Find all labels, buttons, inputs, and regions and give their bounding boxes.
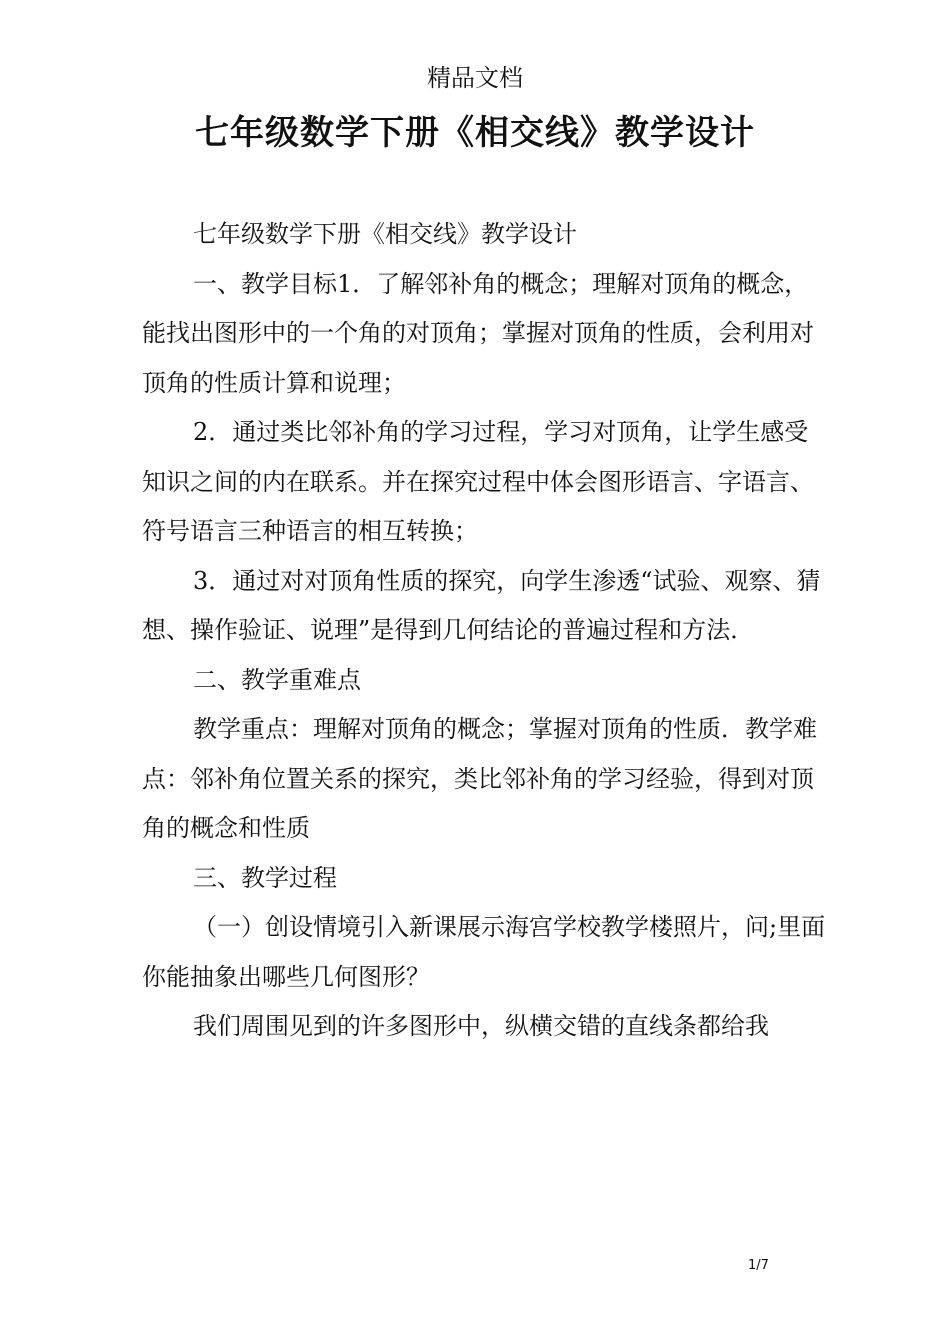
paragraph-section-process: 三、教学过程 bbox=[193, 863, 337, 892]
paragraph-key-points: 教学重点：理解对顶角的概念；掌握对顶角的性质．教学难点：邻补角位置关系的探究，类比邻补角的学习经验，得到对顶角的概念和性质 bbox=[142, 715, 817, 842]
paragraph-subtitle: 七年级数学下册《相交线》教学设计 bbox=[193, 220, 577, 248]
page-number: 1/7 bbox=[748, 1258, 769, 1273]
paragraph-objectives: 一、教学目标1．了解邻补角的概念；理解对顶角的概念，能找出图形中的一个角的对顶角；掌握对顶角的性质，会利用对顶角的性质计算和说理； bbox=[142, 269, 814, 397]
paragraph-introduction: （一）创设情境引入新课展示海宫学校教学楼照片，问;里面你能抽象出哪些几何图形？ bbox=[142, 913, 826, 991]
document-title: 七年级数学下册《相交线》教学设计 bbox=[195, 113, 755, 153]
document-body bbox=[142, 210, 832, 1052]
paragraph-objective-3: 3．通过对对顶角性质的探究，向学生渗透“试验、观察、猜想、操作验证、说理”是得到几何结论的普遍过程和方法． bbox=[142, 566, 821, 644]
header-label: 精品文档 bbox=[427, 64, 523, 92]
paragraph-section-key-points: 二、教学重难点 bbox=[193, 665, 361, 694]
paragraph-objective-2: 2．通过类比邻补角的学习过程，学习对顶角，让学生感受知识之间的内在联系。并在探究过程中体会图形语言、字语言、符号语言三种语言的相互转换； bbox=[142, 418, 814, 545]
paragraph-continuation: 我们周围见到的许多图形中，纵横交错的直线条都给我 bbox=[193, 1012, 769, 1040]
